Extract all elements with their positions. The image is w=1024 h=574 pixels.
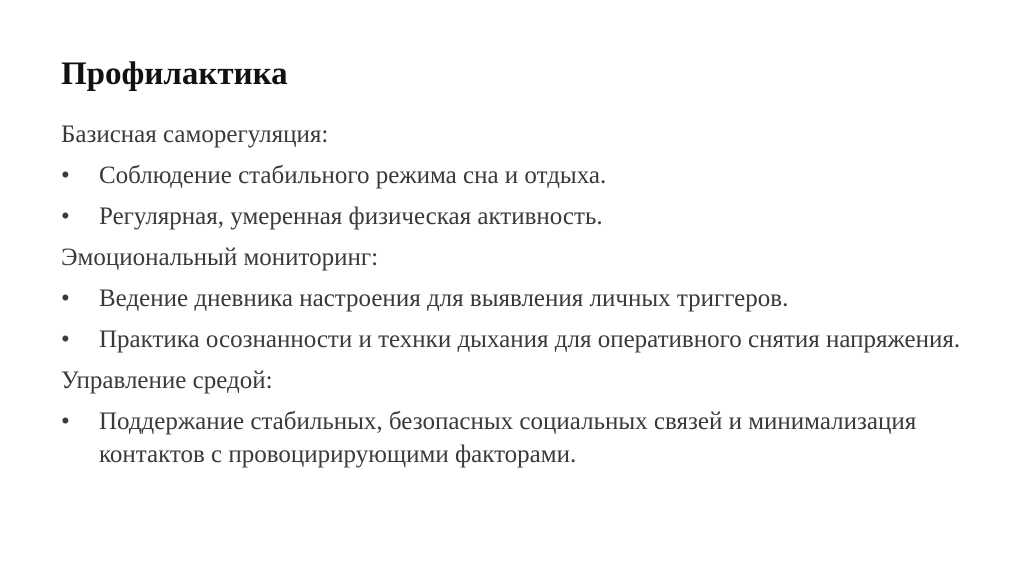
section-heading-self-regulation: Базисная саморегуляция:: [61, 121, 329, 148]
list-item-text: Регулярная, умеренная физическая активность.: [99, 203, 603, 230]
list-item: [61, 405, 961, 471]
list-item-text: Соблюдение стабильного режима сна и отдыха.: [99, 162, 607, 189]
section-heading-emotional-monitoring: Эмоциональный мониторинг:: [61, 244, 379, 271]
list-item-text: Ведение дневника настроения для выявления личных триггеров.: [99, 285, 789, 312]
list-item: [61, 323, 961, 356]
slide-body: [61, 118, 961, 479]
bullet-icon: •: [61, 203, 70, 230]
list-item: [61, 200, 961, 233]
slide-title: Профилактика: [61, 56, 288, 92]
list-item-text: Поддержание стабильных, безопасных социальных связей и минимализация контактов с провоцирирующими факторами.: [99, 408, 917, 468]
list-item: [61, 282, 961, 315]
list-item: [61, 159, 961, 192]
list-item-text: Практика осознанности и технки дыхания для оперативного снятия напряжения.: [99, 326, 961, 353]
bullet-icon: •: [61, 162, 70, 189]
bullet-icon: •: [61, 285, 70, 312]
bullet-icon: •: [61, 408, 70, 435]
section-heading-environment-management: Управление средой:: [61, 367, 273, 394]
bullet-icon: •: [61, 326, 70, 353]
